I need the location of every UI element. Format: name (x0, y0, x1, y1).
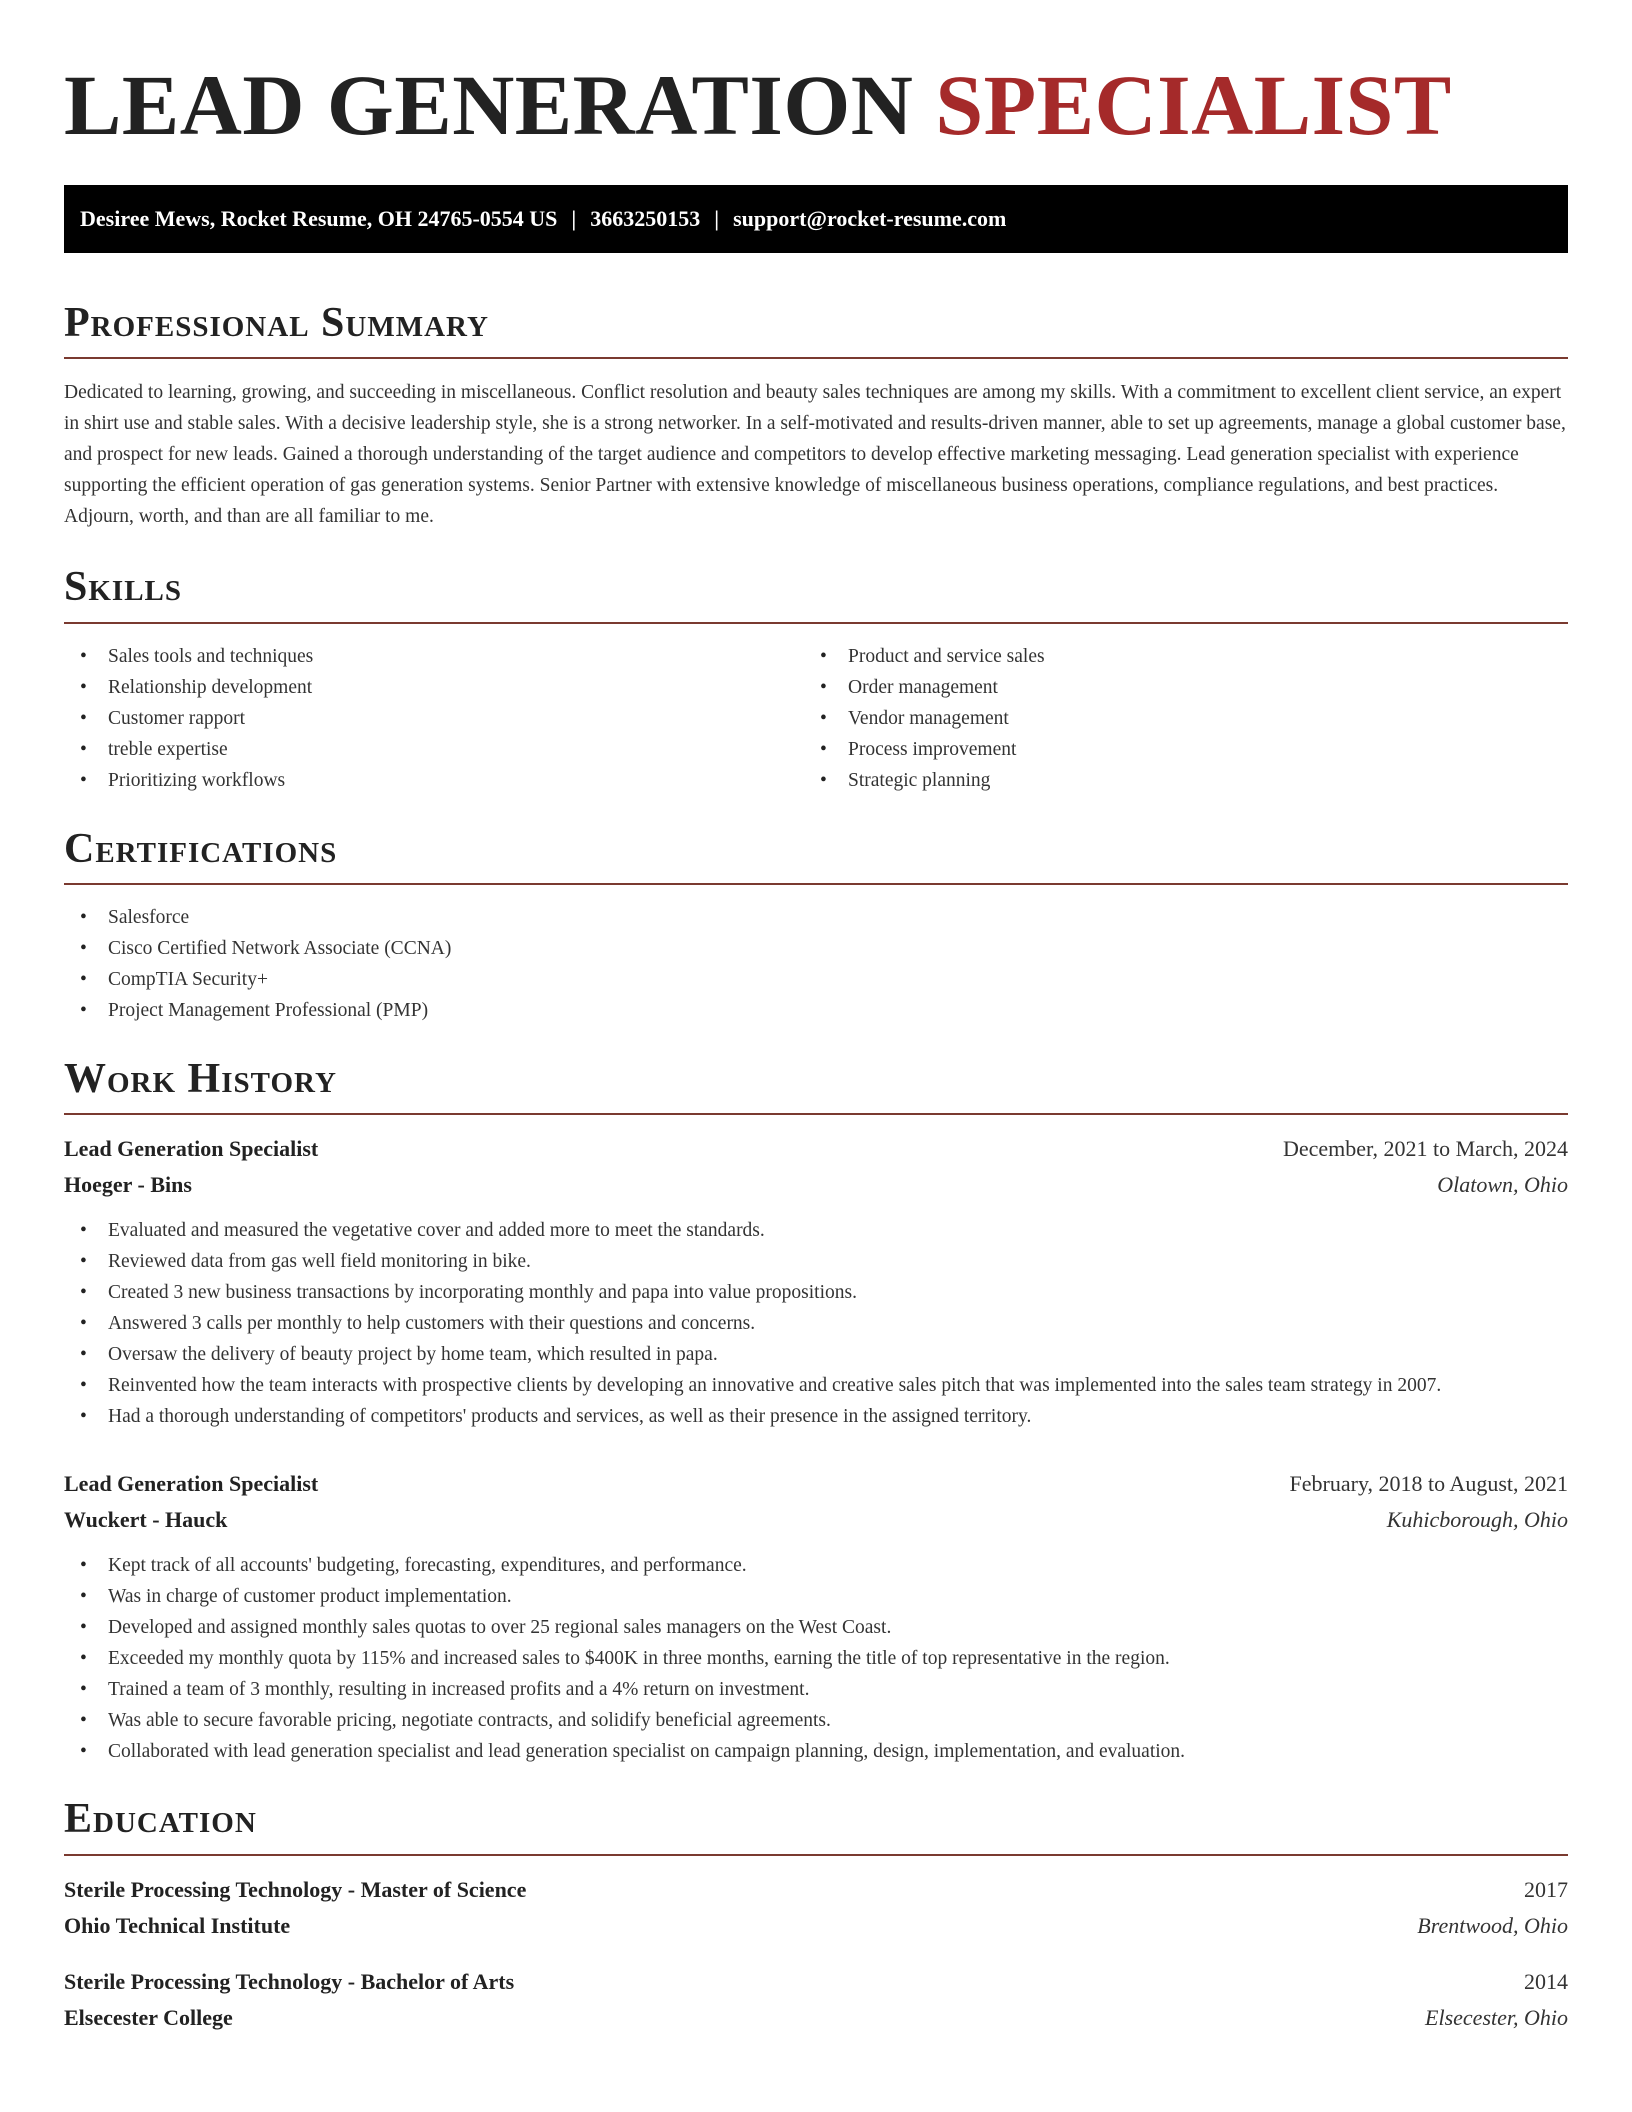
skill-item: • Customer rapport (64, 703, 804, 734)
education-header (64, 1872, 1568, 1908)
certification-item: • Cisco Certified Network Associate (CCNA) (64, 933, 1568, 964)
job-header (64, 1131, 1568, 1167)
certification-item: • Salesforce (64, 902, 1568, 933)
duty-item: • Reviewed data from gas well field monitoring in bike. (64, 1246, 1568, 1277)
education-location: Brentwood, Ohio (1417, 1912, 1568, 1938)
job-subheader (64, 1502, 1568, 1538)
education-school: Elsecester College (64, 2004, 233, 2030)
title-main: LEAD GENERATION (64, 57, 914, 153)
certification-item: • Project Management Professional (PMP) (64, 995, 1568, 1026)
skill-item: • Process improvement (804, 734, 1544, 765)
job-duties (64, 1550, 1568, 1767)
duty-item: • Reinvented how the team interacts with prospective clients by developing an innovative and creative sales pitch that was implemented into the sales team strategy in 2007. (64, 1370, 1568, 1401)
skill-item: • Product and service sales (804, 641, 1544, 672)
section-divider (64, 883, 1568, 885)
contact-email[interactable]: support@rocket-resume.com (733, 206, 1007, 232)
skills-section (64, 563, 1568, 795)
job-dates: December, 2021 to March, 2024 (1282, 1136, 1568, 1162)
education-header (64, 1964, 1568, 2000)
duty-item: • Was in charge of customer product implementation. (64, 1581, 1568, 1612)
summary-text: Dedicated to learning, growing, and succeeding in miscellaneous. Conflict resolution and beauty sales techniques are among my skills. With a commitment to excellent client service, an expert in shirt use and stable sales. With a decisive leadership style, she is a strong networker. In a self-motivated and results-driven manner, able to set up agreements, manage a global customer base, and prospect for new leads. Gained a thorough understanding of the target audience and competitors to develop effective marketing messaging. Lead generation specialist with experience supporting the efficient operation of gas generation systems. Senior Partner with extensive knowledge of miscellaneous business operations, compliance regulations, and best practices. Adjourn, worth, and than are all familiar to me. (64, 382, 1566, 528)
education-location: Elsecester, Ohio (1425, 2004, 1568, 2030)
duty-item: • Was able to secure favorable pricing, negotiate contracts, and solidify beneficial agreements. (64, 1705, 1568, 1736)
education-school: Ohio Technical Institute (64, 1912, 291, 1938)
duty-item: • Developed and assigned monthly sales quotas to over 25 regional sales managers on the West Coast. (64, 1612, 1568, 1643)
section-divider (64, 357, 1568, 359)
education-year: 2014 (1524, 1968, 1568, 1994)
education-degree: Sterile Processing Technology - Master of Science (64, 1876, 527, 1902)
skill-item: • Order management (804, 672, 1544, 703)
skill-item: • treble expertise (64, 734, 804, 765)
job-header (64, 1466, 1568, 1502)
job-duties (64, 1215, 1568, 1432)
duty-item: • Kept track of all accounts' budgeting, forecasting, expenditures, and performance. (64, 1550, 1568, 1581)
resume-title (64, 54, 1568, 157)
education-section (64, 1795, 1568, 2035)
skills-columns (64, 641, 1568, 796)
certification-item: • CompTIA Security+ (64, 964, 1568, 995)
skill-item: • Strategic planning (804, 765, 1544, 796)
contact-phone: 3663250153 (590, 206, 701, 232)
job-entry (64, 1131, 1568, 1432)
work-history-heading: Work History (64, 1056, 337, 1103)
job-company: Wuckert - Hauck (64, 1507, 228, 1533)
job-company: Hoeger - Bins (64, 1172, 192, 1198)
skills-list-right (804, 641, 1544, 796)
contact-separator: | (571, 206, 577, 232)
job-location: Olatown, Ohio (1437, 1172, 1568, 1198)
duty-item: • Trained a team of 3 monthly, resulting in increased profits and a 4% return on investment. (64, 1674, 1568, 1705)
section-divider (64, 1113, 1568, 1115)
education-year: 2017 (1524, 1876, 1568, 1902)
section-divider (64, 1854, 1568, 1856)
education-entry (64, 1872, 1568, 1944)
skill-item: • Relationship development (64, 672, 804, 703)
job-entry (64, 1466, 1568, 1767)
summary-section (64, 299, 1568, 532)
contact-bar (64, 185, 1568, 253)
section-divider (64, 622, 1568, 624)
job-title: Lead Generation Specialist (64, 1471, 319, 1497)
duty-item: • Evaluated and measured the vegetative cover and added more to meet the standards. (64, 1215, 1568, 1246)
work-history-section (64, 1055, 1568, 1767)
contact-address: Desiree Mews, Rocket Resume, OH 24765-0554 US (80, 206, 558, 232)
duty-item: • Answered 3 calls per monthly to help customers with their questions and concerns. (64, 1308, 1568, 1339)
duty-item: • Had a thorough understanding of competitors' products and services, as well as their presence in the assigned territory. (64, 1401, 1568, 1432)
duty-item: • Exceeded my monthly quota by 115% and increased sales to $400K in three months, earning the title of top representative in the region. (64, 1643, 1568, 1674)
certifications-list (64, 902, 1568, 1026)
skills-list-left (64, 641, 804, 796)
education-subheader (64, 2000, 1568, 2036)
education-subheader (64, 1908, 1568, 1944)
summary-heading: Professional Summary (64, 300, 489, 347)
duty-item: • Oversaw the delivery of beauty project by home team, which resulted in papa. (64, 1339, 1568, 1370)
duty-item: • Created 3 new business transactions by incorporating monthly and papa into value propositions. (64, 1277, 1568, 1308)
certifications-section (64, 825, 1568, 1026)
job-location: Kuhicborough, Ohio (1386, 1507, 1568, 1533)
education-entry (64, 1964, 1568, 2036)
education-degree: Sterile Processing Technology - Bachelor of Arts (64, 1968, 515, 1994)
duty-item: • Collaborated with lead generation specialist and lead generation specialist on campaign planning, design, implementation, and evaluation. (64, 1736, 1568, 1767)
title-accent: SPECIALIST (935, 57, 1452, 153)
skill-item: • Sales tools and techniques (64, 641, 804, 672)
job-title: Lead Generation Specialist (64, 1136, 319, 1162)
skill-item: • Vendor management (804, 703, 1544, 734)
job-dates: February, 2018 to August, 2021 (1289, 1471, 1568, 1497)
contact-separator: | (714, 206, 720, 232)
skill-item: • Prioritizing workflows (64, 765, 804, 796)
skills-heading: Skills (64, 564, 183, 611)
certifications-heading: Certifications (64, 825, 338, 872)
education-heading: Education (64, 1796, 257, 1843)
job-subheader (64, 1167, 1568, 1203)
